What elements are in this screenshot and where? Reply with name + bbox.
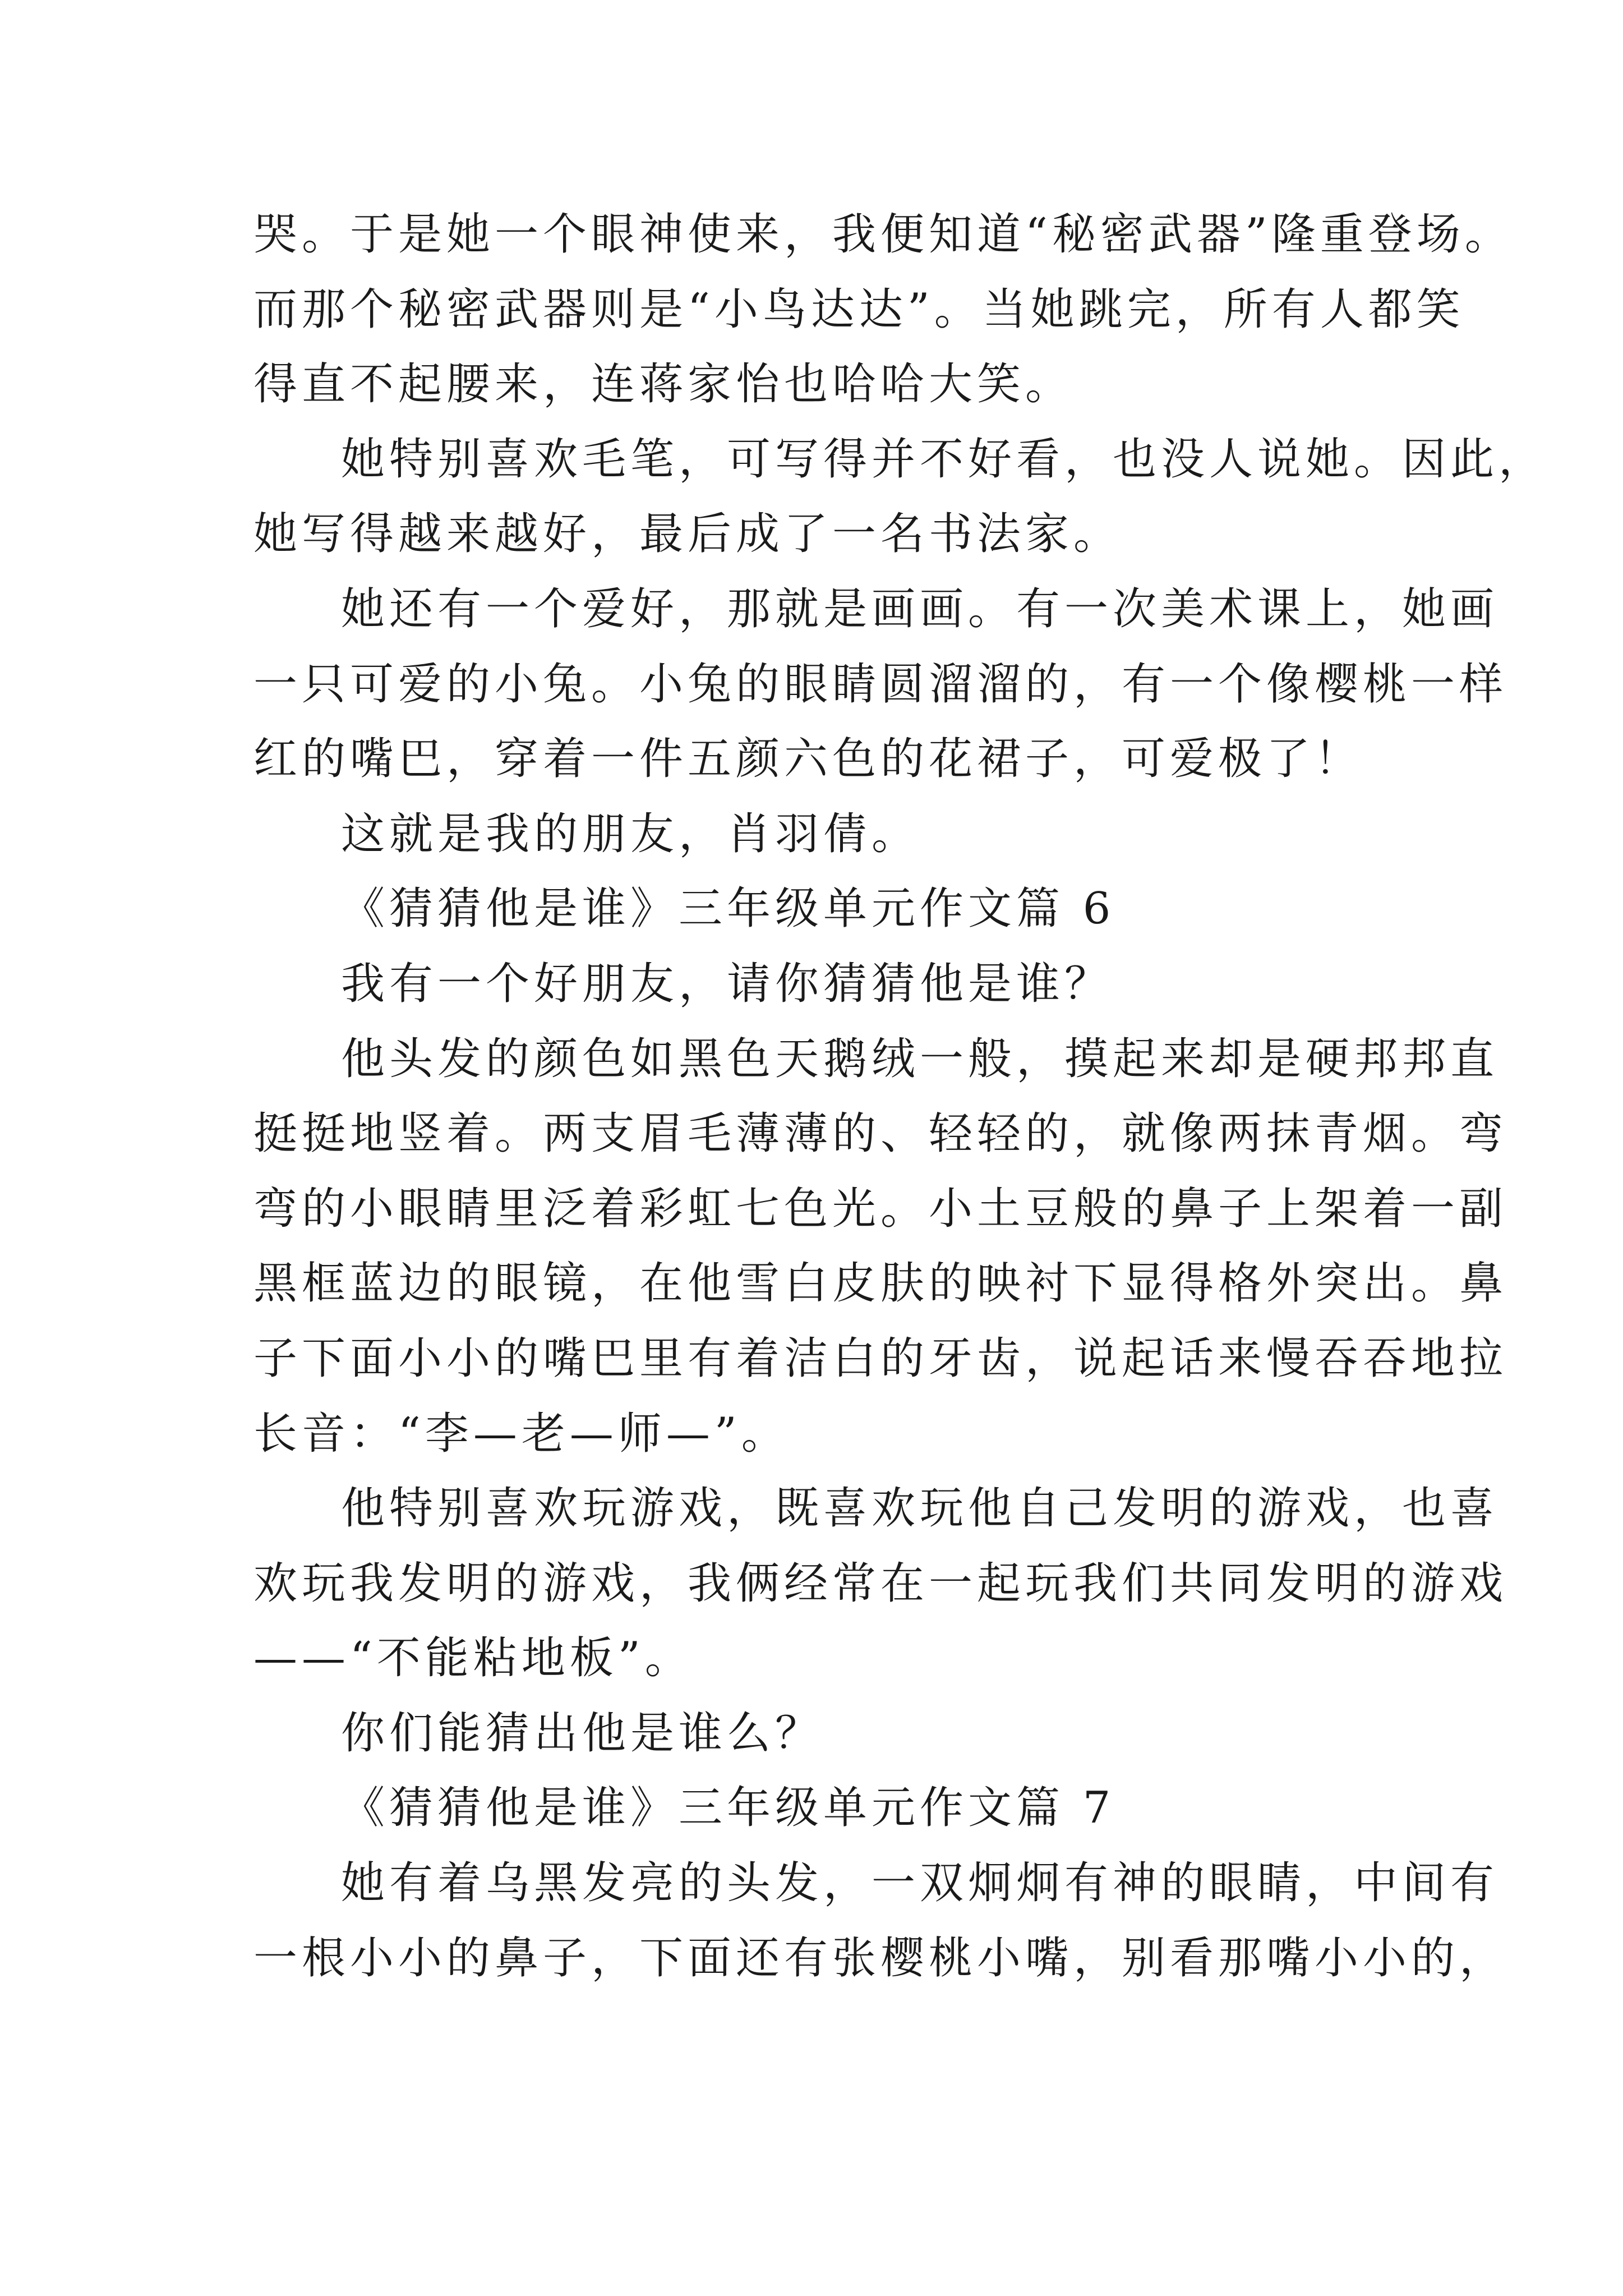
- text-line: 挺挺地竖着。两支眉毛薄薄的、轻轻的，就像两抹青烟。弯: [253, 1108, 1508, 1159]
- text-line: 一根小小的鼻子，下面还有张樱桃小嘴，别看那嘴小小的，: [253, 1932, 1508, 1984]
- text-line: 哭。于是她一个眼神使来，我便知道“秘密武器”隆重登场。: [253, 209, 1513, 260]
- text-line: 而那个秘密武器则是“小鸟达达”。当她跳完，所有人都笑: [253, 284, 1465, 335]
- text-line: 得直不起腰来，连蒋家怡也哈哈大笑。: [253, 359, 1074, 410]
- text-line: 他特别喜欢玩游戏，既喜欢玩他自己发明的游戏，也喜: [341, 1483, 1499, 1534]
- text-line: 她写得越来越好，最后成了一名书法家。: [253, 509, 1122, 560]
- essay-body: [253, 197, 1547, 1996]
- text-line: 长音：“李—老—师—”。: [253, 1408, 790, 1459]
- text-line: 你们能猜出他是谁么？: [341, 1708, 824, 1759]
- text-line: 一只可爱的小兔。小兔的眼睛圆溜溜的，有一个像樱桃一样: [253, 659, 1508, 710]
- text-line: 她特别喜欢毛笔，可写得并不好看，也没人说她。因此，: [341, 434, 1547, 485]
- text-line: ——“不能粘地板”。: [253, 1633, 693, 1684]
- text-line: 我有一个好朋友，请你猜猜他是谁？: [341, 958, 1113, 1009]
- text-line: 欢玩我发明的游戏，我俩经常在一起玩我们共同发明的游戏: [253, 1558, 1508, 1609]
- text-line: 黑框蓝边的眼镜，在他雪白皮肤的映衬下显得格外突出。鼻: [253, 1258, 1508, 1309]
- text-line: 弯的小眼睛里泛着彩虹七色光。小土豆般的鼻子上架着一副: [253, 1183, 1508, 1234]
- section-heading: 《猜猜他是谁》三年级单元作文篇 7: [341, 1783, 1115, 1834]
- text-line: 她有着乌黑发亮的头发，一双炯炯有神的眼睛，中间有: [341, 1858, 1499, 1909]
- text-line: 红的嘴巴，穿着一件五颜六色的花裙子，可爱极了！: [253, 734, 1363, 785]
- text-line: 子下面小小的嘴巴里有着洁白的牙齿，说起话来慢吞吞地拉: [253, 1333, 1508, 1384]
- text-line: 他头发的颜色如黑色天鹅绒一般，摸起来却是硬邦邦直: [341, 1033, 1499, 1084]
- text-line: 她还有一个爱好，那就是画画。有一次美术课上，她画: [341, 583, 1499, 634]
- text-line: 这就是我的朋友，肖羽倩。: [341, 808, 920, 859]
- section-heading: 《猜猜他是谁》三年级单元作文篇 6: [341, 884, 1115, 935]
